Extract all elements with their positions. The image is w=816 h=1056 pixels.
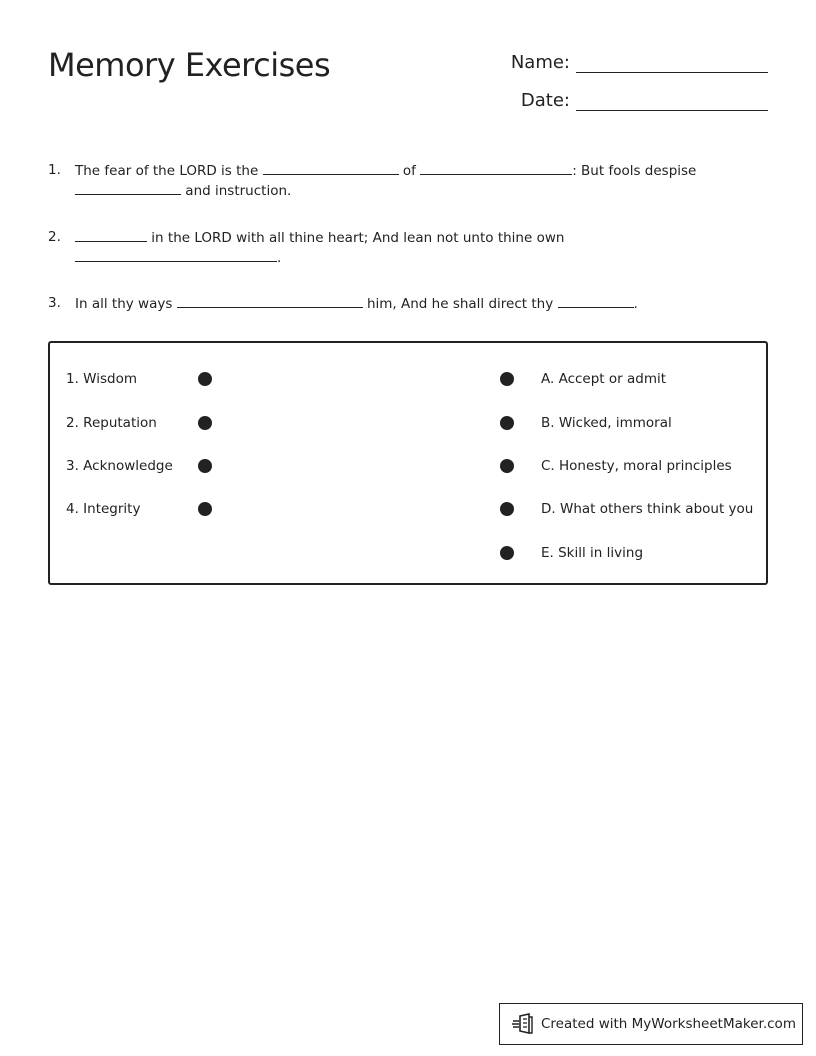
definition-dot-a[interactable] <box>500 372 514 386</box>
term-dot-1[interactable] <box>198 372 212 386</box>
question-number: 1. <box>48 162 61 178</box>
question-3 <box>48 294 728 314</box>
question-2 <box>48 228 728 268</box>
answer-blank[interactable] <box>420 161 572 175</box>
term-integrity: 4. Integrity <box>66 501 141 517</box>
answer-blank[interactable] <box>75 228 147 242</box>
question-text: . <box>277 250 282 266</box>
term-dot-3[interactable] <box>198 459 212 473</box>
definition-dot-d[interactable] <box>500 502 514 516</box>
definition-e: E. Skill in living <box>541 545 644 561</box>
name-label: Name: <box>510 52 570 73</box>
date-blank-line[interactable] <box>576 90 768 111</box>
definition-b: B. Wicked, immoral <box>541 415 672 431</box>
answer-blank[interactable] <box>177 294 363 308</box>
definition-c: C. Honesty, moral principles <box>541 458 732 474</box>
answer-blank[interactable] <box>558 294 634 308</box>
question-text: In all thy ways <box>75 296 173 312</box>
question-text: . <box>633 296 638 312</box>
question-1 <box>48 161 728 201</box>
question-text: him, And he shall direct thy <box>366 296 554 312</box>
question-text: : But fools despise <box>572 163 697 179</box>
definition-dot-c[interactable] <box>500 459 514 473</box>
worksheet-maker-logo-icon <box>512 1013 534 1035</box>
answer-blank[interactable] <box>263 161 399 175</box>
term-dot-2[interactable] <box>198 416 212 430</box>
date-field-row <box>521 90 768 111</box>
definition-d: D. What others think about you <box>541 501 754 517</box>
question-text: in the LORD with all thine heart; And lean not unto thine own <box>151 230 565 246</box>
page-title: Memory Exercises <box>48 46 331 84</box>
term-reputation: 2. Reputation <box>66 415 157 431</box>
answer-blank[interactable] <box>75 248 277 262</box>
question-number: 3. <box>48 295 61 311</box>
definition-dot-e[interactable] <box>500 546 514 560</box>
definition-a: A. Accept or admit <box>541 371 667 387</box>
answer-blank[interactable] <box>75 181 181 195</box>
term-dot-4[interactable] <box>198 502 212 516</box>
footer-credit[interactable] <box>499 1003 803 1045</box>
name-field-row <box>511 52 768 73</box>
question-text: and instruction. <box>185 183 292 199</box>
definition-dot-b[interactable] <box>500 416 514 430</box>
name-blank-line[interactable] <box>576 52 768 73</box>
question-text: The fear of the LORD is the <box>75 163 259 179</box>
term-acknowledge: 3. Acknowledge <box>66 458 173 474</box>
question-number: 2. <box>48 229 61 245</box>
matching-box <box>48 341 768 585</box>
date-label: Date: <box>520 90 570 111</box>
question-text: of <box>402 163 416 179</box>
footer-text: Created with MyWorksheetMaker.com <box>541 1016 796 1032</box>
term-wisdom: 1. Wisdom <box>66 371 137 387</box>
